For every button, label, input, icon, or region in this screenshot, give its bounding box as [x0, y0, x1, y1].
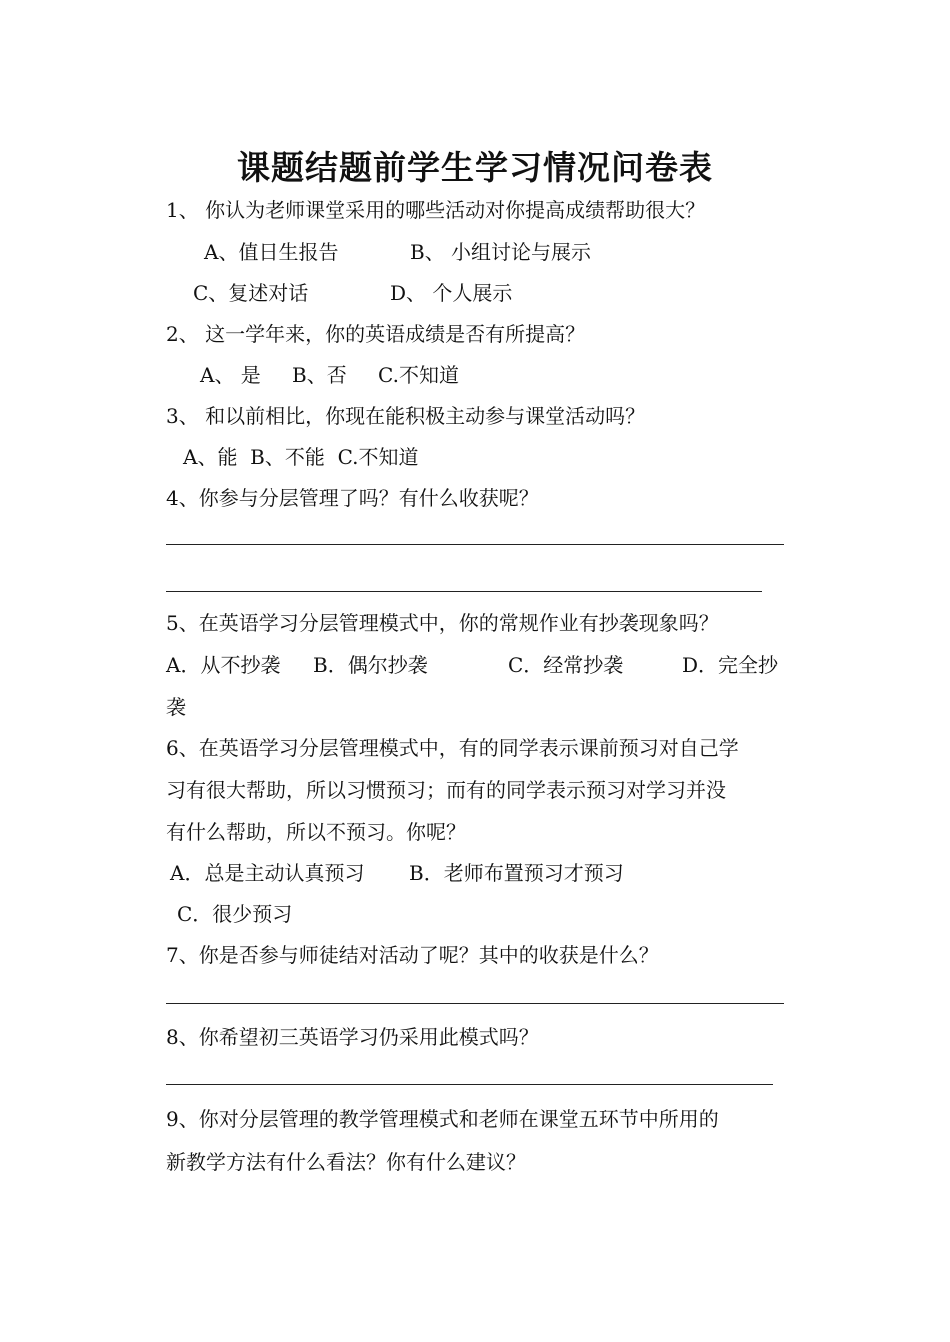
q5-option-a: A．从不抄袭: [166, 653, 281, 677]
q2-option-a: A、 是: [200, 363, 261, 387]
q5-option-d-continued: 袭: [166, 695, 186, 719]
q5-option-d: D．完全抄: [682, 653, 779, 677]
q2-option-b: B、否: [292, 363, 347, 387]
answer-line: [166, 544, 784, 545]
q1-option-c: C、复述对话: [193, 281, 309, 305]
question-9-line-2: 新教学方法有什么看法？你有什么建议？: [166, 1150, 526, 1174]
answer-line: [166, 1003, 784, 1004]
question-4: 4、你参与分层管理了吗？有什么收获呢？: [166, 486, 539, 510]
question-6-line-3: 有什么帮助，所以不预习。你呢？: [166, 820, 466, 844]
page-title: 课题结题前学生学习情况问卷表: [237, 148, 713, 187]
question-7: 7、你是否参与师徒结对活动了呢？其中的收获是什么？: [166, 943, 659, 967]
question-5: 5、在英语学习分层管理模式中，你的常规作业有抄袭现象吗？: [166, 611, 719, 635]
question-6-line-1: 6、在英语学习分层管理模式中，有的同学表示课前预习对自己学: [166, 736, 739, 760]
q1-option-d: D、 个人展示: [390, 281, 513, 305]
q5-option-c: C．经常抄袭: [508, 653, 624, 677]
q1-option-a: A、值日生报告: [204, 240, 339, 264]
q6-option-a: A．总是主动认真预习: [170, 861, 365, 885]
q6-option-b: B．老师布置预习才预习: [409, 861, 624, 885]
q1-option-b: B、 小组讨论与展示: [410, 240, 592, 264]
q3-options: A、能 B、不能 C.不知道: [183, 445, 419, 469]
answer-line: [166, 1084, 773, 1085]
q6-option-c: C．很少预习: [177, 902, 293, 926]
question-8: 8、你希望初三英语学习仍采用此模式吗？: [166, 1025, 539, 1049]
question-3: 3、 和以前相比，你现在能积极主动参与课堂活动吗？: [166, 404, 646, 428]
question-9-line-1: 9、你对分层管理的教学管理模式和老师在课堂五环节中所用的: [166, 1107, 719, 1131]
question-6-line-2: 习有很大帮助，所以习惯预习；而有的同学表示预习对学习并没: [166, 778, 726, 802]
answer-line: [166, 591, 762, 592]
q2-option-c: C.不知道: [378, 363, 459, 387]
question-2: 2、 这一学年来，你的英语成绩是否有所提高？: [166, 322, 586, 346]
q5-option-b: B．偶尔抄袭: [313, 653, 428, 677]
question-1: 1、 你认为老师课堂采用的哪些活动对你提高成绩帮助很大？: [166, 198, 706, 222]
